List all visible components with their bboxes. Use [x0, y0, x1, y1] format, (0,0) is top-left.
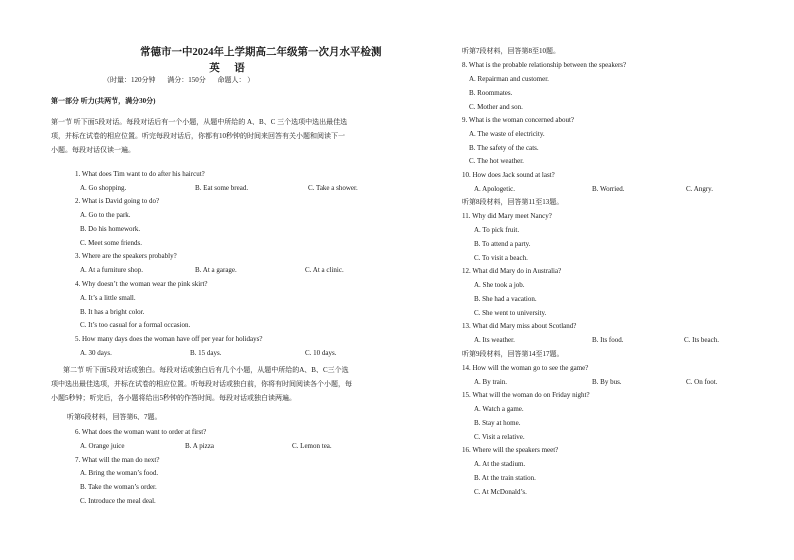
q14-stem: 14. How will the woman go to see the game? — [462, 364, 589, 372]
q4-option-a: A. It’s a little small. — [80, 294, 136, 302]
q10-option-c: C. Angry. — [686, 185, 713, 193]
section1-intro-line2: 项，并标在试卷的相应位置。听完每段对话后，你都有10秒钟的时间来回答有关小题和阅读下一 — [51, 132, 345, 140]
q13-stem: 13. What did Mary miss about Scotland? — [462, 322, 577, 330]
time-limit: （时量：120分钟 — [103, 76, 156, 84]
q11-stem: 11. Why did Mary meet Nancy? — [462, 212, 552, 220]
q12-option-c: C. She went to university. — [474, 309, 547, 317]
q1-option-b: B. Eat some bread. — [195, 184, 249, 192]
q12-option-a: A. She took a job. — [474, 281, 525, 289]
q8-option-c: C. Mother and son. — [469, 103, 523, 111]
q6-option-b: B. A pizza — [185, 442, 214, 450]
section1-intro-line1: 第一节 听下面5段对话。每段对话后有一个小题，从题中所给的 A、B、C 三个选项中选出最佳选 — [51, 118, 348, 126]
q5-option-c: C. 10 days. — [305, 349, 337, 357]
q9-option-a: A. The waste of electricity. — [469, 130, 545, 138]
q3-option-b: B. At a garage. — [195, 266, 237, 274]
q8-option-b: B. Roommates. — [469, 89, 513, 97]
q1-option-a: A. Go shopping. — [80, 184, 127, 192]
q5-option-a: A. 30 days. — [80, 349, 112, 357]
q15-option-a: A. Watch a game. — [474, 405, 524, 413]
q13-option-b: B. Its food. — [592, 336, 624, 344]
q10-stem: 10. How does Jack sound at last? — [462, 171, 555, 179]
q8-option-a: A. Repairman and customer. — [469, 75, 549, 83]
q14-option-b: B. By bus. — [592, 378, 622, 386]
q7-option-a: A. Bring the woman’s food. — [80, 469, 159, 477]
q13-option-c: C. Its beach. — [684, 336, 719, 344]
q1-stem: 1. What does Tim want to do after his haircut? — [75, 170, 205, 178]
q15-option-b: B. Stay at home. — [474, 419, 521, 427]
material-9-instruction: 听第9段材料，回答第14至17题。 — [462, 350, 564, 358]
q13-option-a: A. Its weather. — [474, 336, 515, 344]
q4-option-c: C. It’s too casual for a formal occasion. — [80, 321, 191, 329]
q11-option-c: C. To visit a beach. — [474, 254, 528, 262]
q5-option-b: B. 15 days. — [190, 349, 222, 357]
q15-option-c: C. Visit a relative. — [474, 433, 525, 441]
exam-meta — [103, 75, 264, 85]
q9-stem: 9. What is the woman concerned about? — [462, 116, 575, 124]
q16-option-b: B. At the train station. — [474, 474, 536, 482]
q1-option-c: C. Take a shower. — [308, 184, 358, 192]
q10-option-a: A. Apologetic. — [474, 185, 516, 193]
q5-stem: 5. How many days does the woman have off per year for holidays? — [75, 335, 263, 343]
q6-option-c: C. Lemon tea. — [292, 442, 332, 450]
q3-stem: 3. Where are the speakers probably? — [75, 252, 177, 260]
q2-stem: 2. What is David going to do? — [75, 197, 160, 205]
part1-heading: 第一部分 听力(共两节，满分30分) — [51, 97, 156, 105]
q14-option-c: C. On foot. — [686, 378, 718, 386]
proposer: 命题人： ） — [217, 76, 255, 84]
q14-option-a: A. By train. — [474, 378, 508, 386]
section2-intro-line3: 小题5秒钟；听完后，各小题将给出5秒钟的作答时间。每段对话或独白读两遍。 — [51, 394, 296, 402]
material-6-instruction: 听第6段材料，回答第6、7题。 — [67, 413, 162, 421]
section2-intro-line1: 第二节 听下面5段对话或独白。每段对话或独白后有几个小题，从题中所给的A、B、C三个选 — [63, 366, 349, 374]
q16-option-c: C. At McDonald’s. — [474, 488, 527, 496]
document-title: 常德市一中2024年上学期高二年级第一次月水平检测 — [140, 47, 382, 58]
material-7-instruction: 听第7段材料，回答第8至10题。 — [462, 47, 560, 55]
q9-option-c: C. The hot weather. — [469, 157, 524, 165]
q6-option-a: A. Orange juice — [80, 442, 125, 450]
q12-option-b: B. She had a vacation. — [474, 295, 537, 303]
q3-option-c: C. At a clinic. — [305, 266, 344, 274]
material-8-instruction: 听第8段材料，回答第11至13题。 — [462, 198, 564, 206]
q15-stem: 15. What will the woman do on Friday night? — [462, 391, 590, 399]
q4-stem: 4. Why doesn’t the woman wear the pink skirt? — [75, 280, 208, 288]
q16-stem: 16. Where will the speakers meet? — [462, 446, 559, 454]
q2-option-c: C. Meet some friends. — [80, 239, 143, 247]
q2-option-a: A. Go to the park. — [80, 211, 131, 219]
q7-stem: 7. What will the man do next? — [75, 456, 160, 464]
q4-option-b: B. It has a bright color. — [80, 308, 145, 316]
q9-option-b: B. The safety of the cats. — [469, 144, 539, 152]
q7-option-c: C. Introduce the meal deal. — [80, 497, 156, 505]
q6-stem: 6. What does the woman want to order at first? — [75, 428, 207, 436]
q10-option-b: B. Worried. — [592, 185, 625, 193]
q3-option-a: A. At a furniture shop. — [80, 266, 143, 274]
section2-intro-line2: 项中选出最佳选项，并标在试卷的相应位置。听每段对话或独白前，你将有时间阅读各个小题，每 — [51, 380, 352, 388]
q12-stem: 12. What did Mary do in Australia? — [462, 267, 562, 275]
q8-stem: 8. What is the probable relationship between the speakers? — [462, 61, 627, 69]
subject-title: 英 语 — [209, 63, 251, 74]
q2-option-b: B. Do his homework. — [80, 225, 141, 233]
section1-intro-line3: 小题。每段对话仅读一遍。 — [51, 146, 135, 154]
q11-option-a: A. To pick fruit. — [474, 226, 520, 234]
full-score: 满分：150分 — [167, 76, 206, 84]
q11-option-b: B. To attend a party. — [474, 240, 531, 248]
q7-option-b: B. Take the woman’s order. — [80, 483, 157, 491]
q16-option-a: A. At the stadium. — [474, 460, 526, 468]
